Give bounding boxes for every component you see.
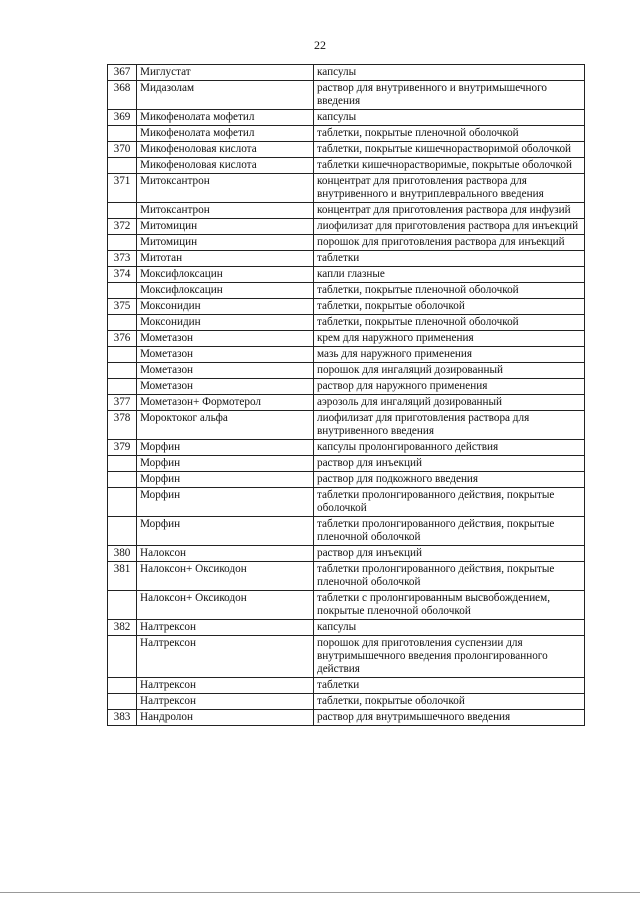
drug-name-cell: Налтрексон	[137, 620, 314, 636]
drug-name-cell: Мометазон	[137, 331, 314, 347]
drug-name-cell: Налтрексон	[137, 678, 314, 694]
drug-name-cell: Мометазон	[137, 347, 314, 363]
drug-name-cell: Митомицин	[137, 235, 314, 251]
dosage-form-cell: порошок для ингаляций дозированный	[314, 363, 585, 379]
row-number-cell	[108, 379, 137, 395]
row-number-cell: 372	[108, 219, 137, 235]
row-number-cell	[108, 636, 137, 678]
dosage-form-cell: таблетки кишечнорастворимые, покрытые оболочкой	[314, 158, 585, 174]
drug-name-cell: Морфин	[137, 440, 314, 456]
dosage-form-cell: концентрат для приготовления раствора для инфузий	[314, 203, 585, 219]
dosage-form-cell: порошок для приготовления раствора для инъекций	[314, 235, 585, 251]
dosage-form-cell: таблетки, покрытые кишечнорастворимой оболочкой	[314, 142, 585, 158]
row-number-cell: 367	[108, 65, 137, 81]
row-number-cell	[108, 315, 137, 331]
table-row	[108, 203, 585, 219]
table-row	[108, 562, 585, 591]
row-number-cell: 375	[108, 299, 137, 315]
dosage-form-cell: таблетки	[314, 678, 585, 694]
row-number-cell	[108, 472, 137, 488]
drug-name-cell: Микофеноловая кислота	[137, 158, 314, 174]
drug-name-cell: Миглустат	[137, 65, 314, 81]
table-row	[108, 331, 585, 347]
page-bottom-edge	[0, 892, 640, 893]
dosage-form-cell: лиофилизат для приготовления раствора для инъекций	[314, 219, 585, 235]
drug-name-cell: Морфин	[137, 456, 314, 472]
row-number-cell: 374	[108, 267, 137, 283]
dosage-form-cell: таблетки пролонгированного действия, покрытые оболочкой	[314, 488, 585, 517]
row-number-cell: 369	[108, 110, 137, 126]
table-row	[108, 395, 585, 411]
drug-name-cell: Мороктоког альфа	[137, 411, 314, 440]
row-number-cell	[108, 203, 137, 219]
row-number-cell: 382	[108, 620, 137, 636]
drug-name-cell: Микофенолата мофетил	[137, 110, 314, 126]
dosage-form-cell: таблетки пролонгированного действия, покрытые пленочной оболочкой	[314, 562, 585, 591]
drug-name-cell: Мометазон	[137, 363, 314, 379]
row-number-cell: 373	[108, 251, 137, 267]
drug-name-cell: Морфин	[137, 472, 314, 488]
drug-name-cell: Мометазон	[137, 379, 314, 395]
dosage-form-cell: таблетки с пролонгированным высвобождением, покрытые пленочной оболочкой	[314, 591, 585, 620]
table-body	[108, 65, 585, 726]
table-row	[108, 142, 585, 158]
dosage-form-cell: концентрат для приготовления раствора для внутривенного и внутриплеврального введения	[314, 174, 585, 203]
dosage-form-cell: раствор для внутримышечного введения	[314, 710, 585, 726]
row-number-cell	[108, 517, 137, 546]
drug-name-cell: Моксонидин	[137, 299, 314, 315]
table-row	[108, 488, 585, 517]
page-number: 22	[314, 38, 326, 52]
row-number-cell	[108, 488, 137, 517]
drug-name-cell: Нандролон	[137, 710, 314, 726]
table-row	[108, 710, 585, 726]
row-number-cell	[108, 235, 137, 251]
dosage-form-cell: таблетки, покрытые пленочной оболочкой	[314, 315, 585, 331]
dosage-form-cell: мазь для наружного применения	[314, 347, 585, 363]
drug-list-table	[107, 64, 585, 726]
dosage-form-cell: порошок для приготовления суспензии для внутримышечного введения пролонгированного действия	[314, 636, 585, 678]
drug-name-cell: Налоксон+ Оксикодон	[137, 591, 314, 620]
drug-name-cell: Налтрексон	[137, 636, 314, 678]
row-number-cell: 380	[108, 546, 137, 562]
dosage-form-cell: раствор для наружного применения	[314, 379, 585, 395]
drug-name-cell: Митоксантрон	[137, 174, 314, 203]
table-row	[108, 456, 585, 472]
table-row	[108, 81, 585, 110]
drug-name-cell: Моксонидин	[137, 315, 314, 331]
table-row	[108, 219, 585, 235]
dosage-form-cell: капсулы пролонгированного действия	[314, 440, 585, 456]
row-number-cell: 371	[108, 174, 137, 203]
table-row	[108, 591, 585, 620]
drug-name-cell: Налоксон	[137, 546, 314, 562]
table-row	[108, 620, 585, 636]
drug-name-cell: Митоксантрон	[137, 203, 314, 219]
table-row	[108, 315, 585, 331]
table-row	[108, 546, 585, 562]
row-number-cell: 378	[108, 411, 137, 440]
row-number-cell	[108, 158, 137, 174]
table-row	[108, 347, 585, 363]
dosage-form-cell: раствор для подкожного введения	[314, 472, 585, 488]
drug-name-cell: Мометазон+ Формотерол	[137, 395, 314, 411]
dosage-form-cell: лиофилизат для приготовления раствора для внутривенного введения	[314, 411, 585, 440]
table-row	[108, 517, 585, 546]
dosage-form-cell: капли глазные	[314, 267, 585, 283]
dosage-form-cell: крем для наружного применения	[314, 331, 585, 347]
table-row	[108, 110, 585, 126]
drug-name-cell: Морфин	[137, 517, 314, 546]
row-number-cell	[108, 283, 137, 299]
table-row	[108, 363, 585, 379]
row-number-cell: 370	[108, 142, 137, 158]
dosage-form-cell: таблетки	[314, 251, 585, 267]
dosage-form-cell: таблетки пролонгированного действия, покрытые пленочной оболочкой	[314, 517, 585, 546]
row-number-cell	[108, 678, 137, 694]
row-number-cell	[108, 363, 137, 379]
table-row	[108, 694, 585, 710]
row-number-cell: 379	[108, 440, 137, 456]
table-row	[108, 636, 585, 678]
dosage-form-cell: капсулы	[314, 110, 585, 126]
table-row	[108, 65, 585, 81]
dosage-form-cell: раствор для инъекций	[314, 456, 585, 472]
dosage-form-cell: таблетки, покрытые оболочкой	[314, 694, 585, 710]
dosage-form-cell: таблетки, покрытые пленочной оболочкой	[314, 126, 585, 142]
row-number-cell: 377	[108, 395, 137, 411]
dosage-form-cell: таблетки, покрытые пленочной оболочкой	[314, 283, 585, 299]
drug-name-cell: Моксифлоксацин	[137, 267, 314, 283]
drug-name-cell: Морфин	[137, 488, 314, 517]
drug-name-cell: Мидазолам	[137, 81, 314, 110]
table-row	[108, 299, 585, 315]
drug-name-cell: Налтрексон	[137, 694, 314, 710]
dosage-form-cell: аэрозоль для ингаляций дозированный	[314, 395, 585, 411]
drug-name-cell: Микофеноловая кислота	[137, 142, 314, 158]
dosage-form-cell: раствор для инъекций	[314, 546, 585, 562]
row-number-cell: 368	[108, 81, 137, 110]
table-row	[108, 379, 585, 395]
row-number-cell	[108, 456, 137, 472]
table-row	[108, 267, 585, 283]
drug-name-cell: Митотан	[137, 251, 314, 267]
dosage-form-cell: раствор для внутривенного и внутримышечного введения	[314, 81, 585, 110]
table-row	[108, 158, 585, 174]
table-row	[108, 283, 585, 299]
row-number-cell	[108, 347, 137, 363]
row-number-cell	[108, 591, 137, 620]
table-row	[108, 411, 585, 440]
dosage-form-cell: таблетки, покрытые оболочкой	[314, 299, 585, 315]
table-row	[108, 440, 585, 456]
row-number-cell	[108, 694, 137, 710]
row-number-cell: 383	[108, 710, 137, 726]
row-number-cell: 381	[108, 562, 137, 591]
drug-name-cell: Микофенолата мофетил	[137, 126, 314, 142]
table-row	[108, 235, 585, 251]
drug-name-cell: Налоксон+ Оксикодон	[137, 562, 314, 591]
dosage-form-cell: капсулы	[314, 620, 585, 636]
row-number-cell	[108, 126, 137, 142]
table-row	[108, 126, 585, 142]
row-number-cell: 376	[108, 331, 137, 347]
table-row	[108, 472, 585, 488]
table-row	[108, 251, 585, 267]
drug-name-cell: Моксифлоксацин	[137, 283, 314, 299]
table-row	[108, 174, 585, 203]
dosage-form-cell: капсулы	[314, 65, 585, 81]
table-row	[108, 678, 585, 694]
drug-name-cell: Митомицин	[137, 219, 314, 235]
